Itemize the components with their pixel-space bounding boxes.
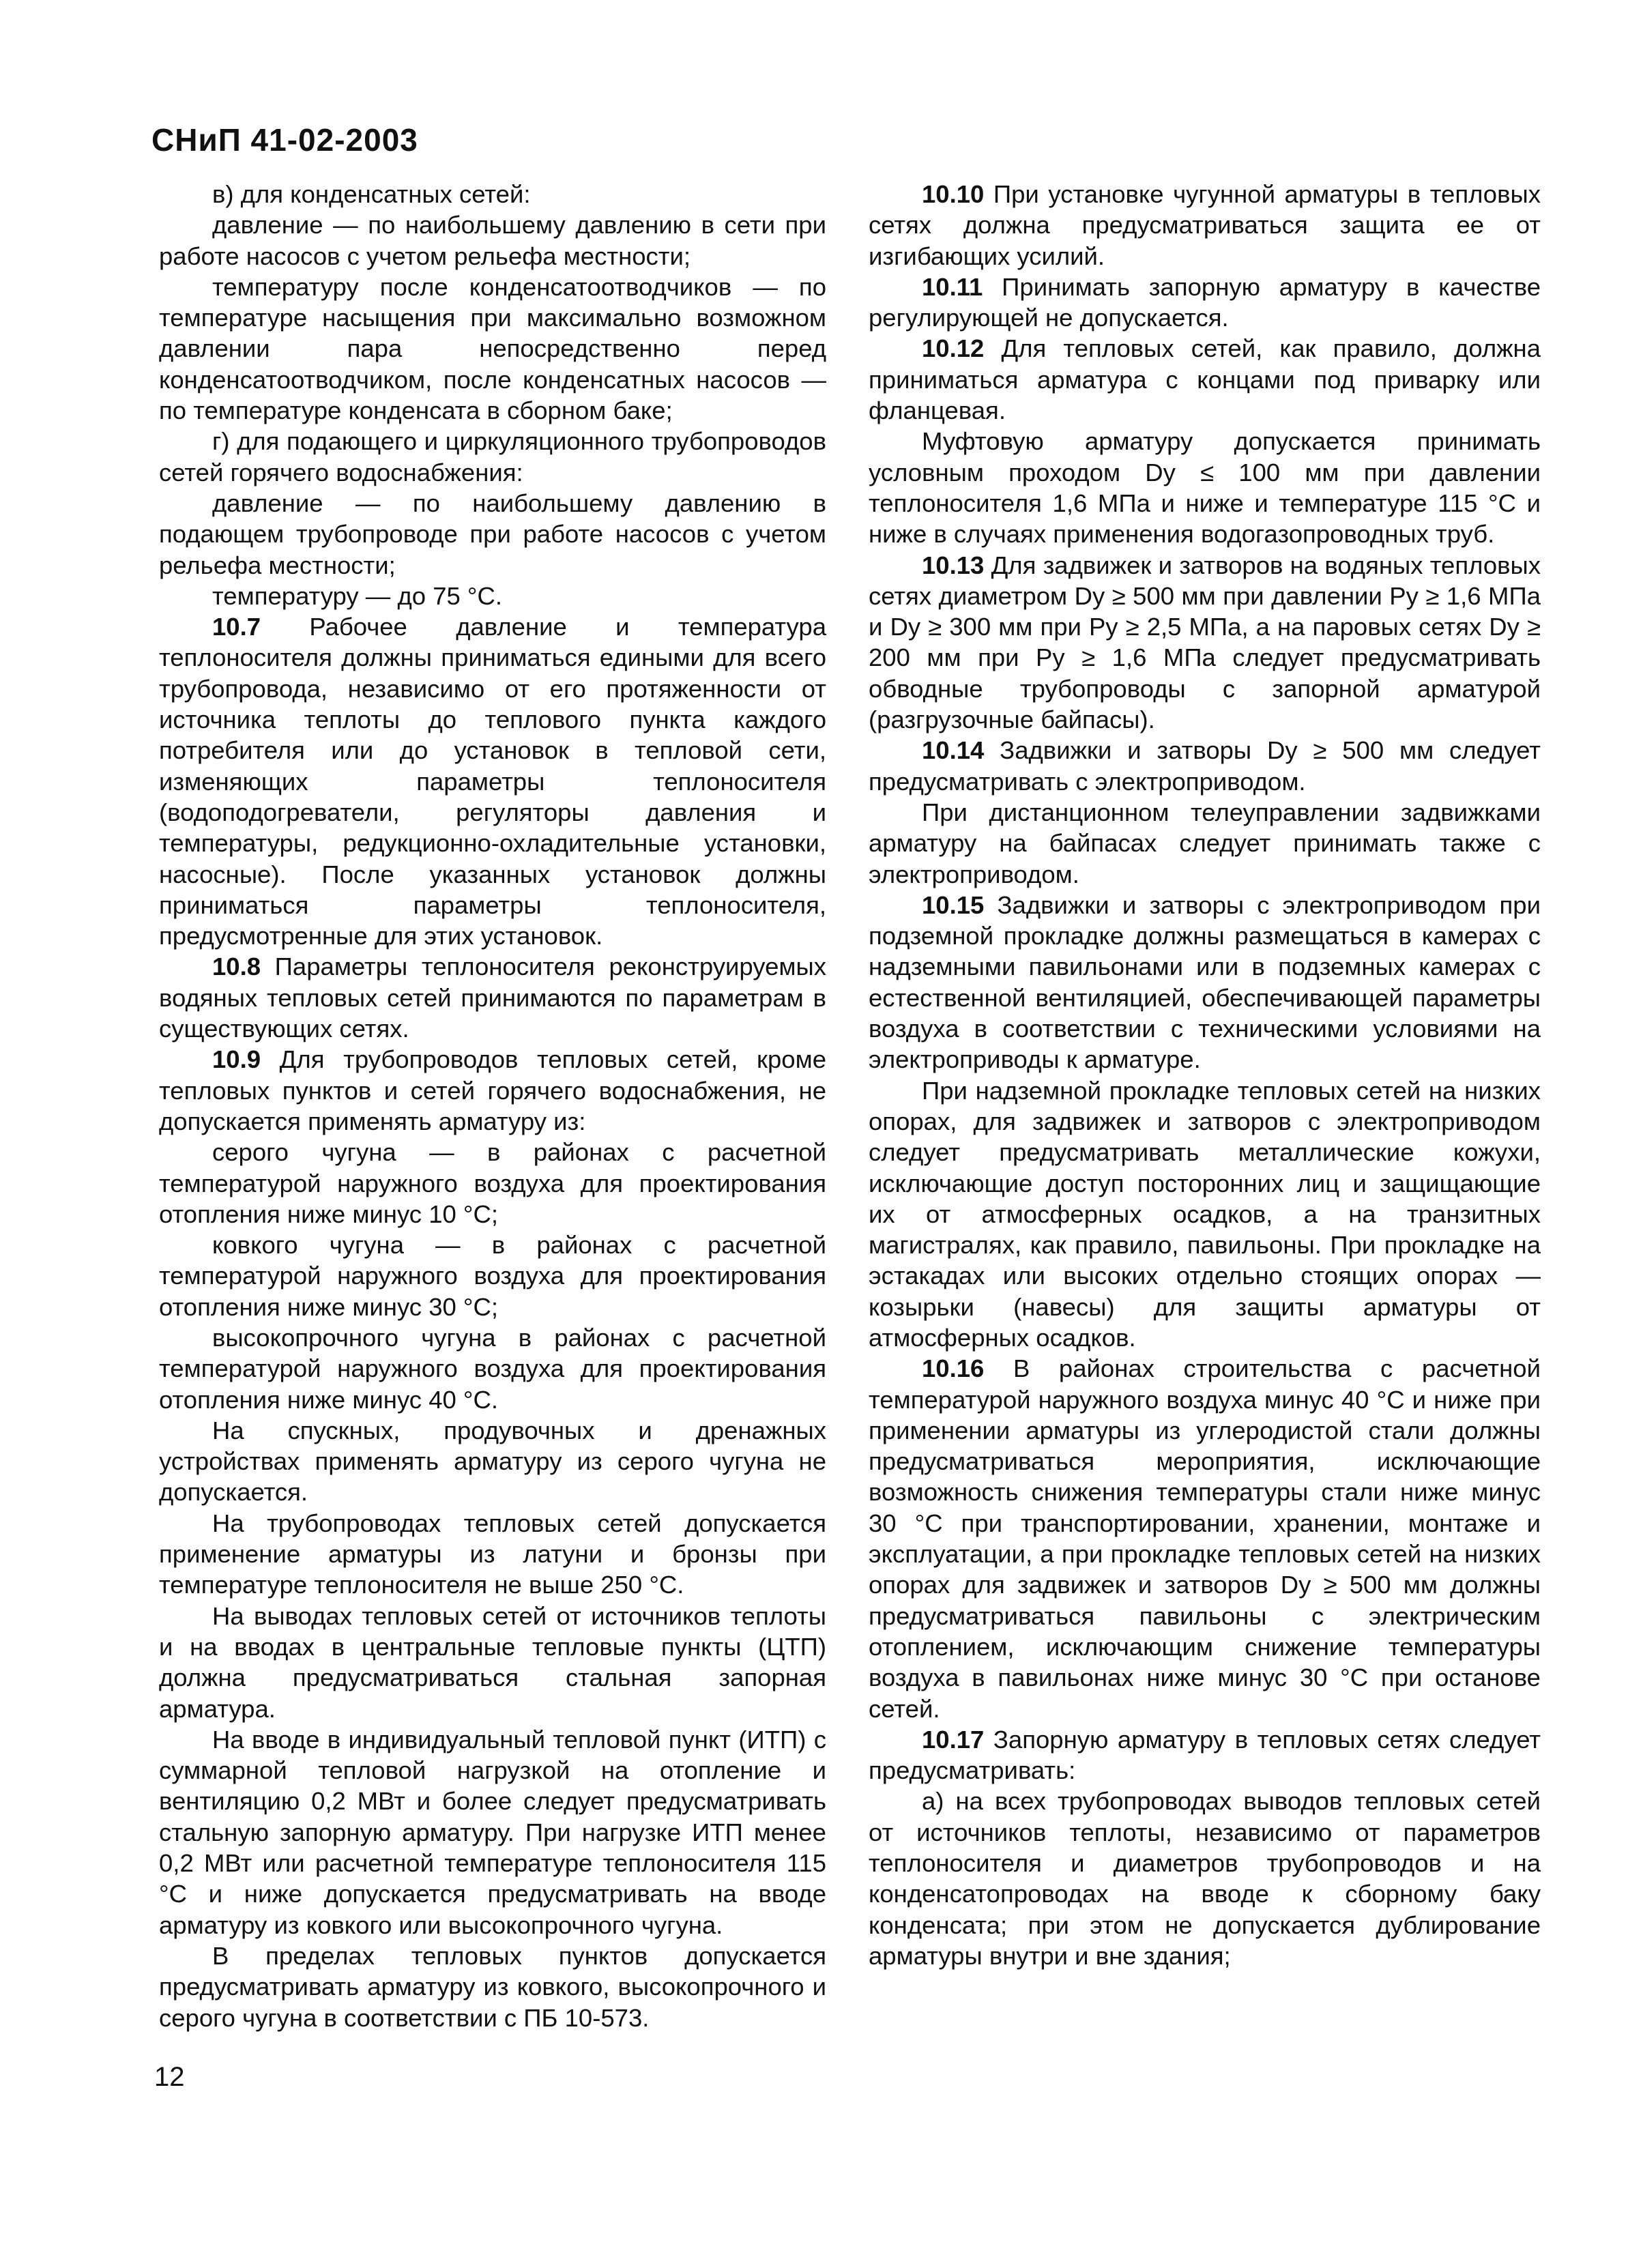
paragraph (869, 1724, 1541, 1786)
paragraph (869, 179, 1541, 272)
paragraph-text: температуру — до 75 °С. (212, 581, 503, 610)
clause-number: 10.10 (922, 180, 985, 208)
paragraph-text: Для трубопроводов тепловых сетей, кроме тепловых пунктов и сетей горячего водоснабжения, не допускается применять арматуру из: (159, 1045, 826, 1135)
clause-number: 10.8 (212, 953, 261, 981)
paragraph-text: высокопрочного чугуна в районах с расчетной температурой наружного воздуха для проектирования отопления ниже минус 40 °С. (159, 1323, 826, 1414)
paragraph-text: Параметры теплоносителя реконструируемых водяных тепловых сетей принимаются по параметрам в существующих сетях. (159, 953, 826, 1043)
paragraph-text: давление — по наибольшему давлению в сети при работе насосов с учетом рельефа местности; (159, 211, 826, 270)
paragraph-text: На выводах тепловых сетей от источников теплоты и на вводах в центральные тепловые пункты (ЦТП) должна предусматриваться стальная запорная арматура. (159, 1601, 826, 1723)
paragraph (159, 1601, 826, 1724)
paragraph (159, 426, 826, 488)
paragraph (869, 272, 1541, 334)
paragraph (159, 1415, 826, 1508)
clause-number: 10.9 (212, 1045, 261, 1074)
paragraph-text: В пределах тепловых пунктов допускается предусматривать арматуру из ковкого, высокопрочного и серого чугуна в соответствии с ПБ 10-573. (159, 1941, 826, 2032)
paragraph (869, 1786, 1541, 1971)
paragraph-text: Запорную арматуру в тепловых сетях следует предусматривать: (869, 1725, 1541, 1785)
paragraph (159, 1508, 826, 1601)
paragraph (869, 333, 1541, 426)
paragraph (159, 209, 826, 272)
paragraph-text: г) для подающего и циркуляционного трубопроводов сетей горячего водоснабжения: (159, 427, 826, 486)
paragraph-text: температуру после конденсатоотводчиков — по температуре насыщения при максимально возможном давлении пара непосредственно перед конденсатоотводчиком, после конденсатных насосов — по температуре конденсата в сборном баке; (159, 272, 826, 425)
paragraph-text: При надземной прокладке тепловых сетей на низких опорах, для задвижек и затворов с электроприводом следует предусматривать металлические кожухи, исключающие доступ посторонних лиц и защищающие их от атмосферных осадков, а на транзитных магистралях, как правило, павильоны. При прокладке на эстакадах или высоких отдельно стоящих опорах — козырьки (навесы) для защиты арматуры от атмосферных осадков. (869, 1076, 1541, 1352)
clause-number: 10.12 (922, 334, 985, 363)
paragraph (869, 550, 1541, 736)
paragraph-text: Рабочее давление и температура теплоносителя должны приниматься едиными для всего трубопровода, независимо от его протяженности от источника теплоты до теплового пункта каждого потребителя или до установок в тепловой сети, изменяющих параметры теплоносителя (водоподогреватели, регуляторы давления и температуры, редукционно-охладительные установки, насосные). После указанных установок должны приниматься параметры теплоносителя, предусмотренные для этих установок. (159, 613, 826, 950)
clause-number: 10.11 (922, 272, 983, 301)
paragraph-text: При дистанционном телеуправлении задвижками арматуру на байпасах следует принимать также с электроприводом. (869, 798, 1541, 888)
paragraph (869, 797, 1541, 890)
paragraph-text: а) на всех трубопроводах выводов тепловых сетей от источников теплоты, независимо от параметров теплоносителя и диаметров трубопроводов и на конденсатопроводах на вводе к сборному баку конденсата; при этом не допускается дублирование арматуры внутри и вне здания; (869, 1787, 1541, 1970)
paragraph (869, 1353, 1541, 1724)
paragraph (159, 581, 826, 611)
paragraph (159, 1724, 826, 1940)
paragraph (159, 488, 826, 581)
paragraph-text: В районах строительства с расчетной температурой наружного воздуха минус 40 °С и ниже при применении арматуры из углеродистой стали должны предусматриваться мероприятия, исключающие возможность снижения температуры стали ниже минус 30 °С при транспортировании, хранении, монтаже и эксплуатации, а при прокладке тепловых сетей на низких опорах для задвижек и затворов Dу ≥ 500 мм должны предусматриваться павильоны с электрическим отоплением, исключающим снижение температуры воздуха в павильонах ниже минус 30 °С при останове сетей. (869, 1354, 1541, 1723)
clause-number: 10.13 (922, 551, 985, 579)
paragraph (159, 1230, 826, 1322)
paragraph-text: На трубопроводах тепловых сетей допускается применение арматуры из латуни и бронзы при температуре теплоносителя не выше 250 °С. (159, 1509, 826, 1599)
paragraph (869, 890, 1541, 1075)
paragraph (159, 272, 826, 426)
paragraph-text: Задвижки и затворы Dу ≥ 500 мм следует предусматривать с электроприводом. (869, 736, 1541, 796)
paragraph-text: Задвижки и затворы с электроприводом при подземной прокладке должны размещаться в камерах с надземными павильонами или в подземных камерах с естественной вентиляцией, обеспечивающей параметры воздуха в соответствии с техническими условиями на электроприводы к арматуре. (869, 890, 1541, 1074)
clause-number: 10.7 (212, 613, 261, 641)
paragraph-text: При установке чугунной арматуры в тепловых сетях должна предусматриваться защита ее от изгибающих усилий. (869, 180, 1541, 270)
paragraph (869, 1075, 1541, 1354)
paragraph-text: Принимать запорную арматуру в качестве регулирующей не допускается. (869, 272, 1541, 332)
paragraph-text: Для задвижек и затворов на водяных тепловых сетях диаметром Dу ≥ 500 мм при давлении Pу ≥ 1,6 МПа и Dу ≥ 300 мм при Pу ≥ 2,5 МПа, а на паровых сетях Dу ≥ 200 мм при Pу ≥ 1,6 МПа следует предусматривать обводные трубопроводы с запорной арматурой (разгрузочные байпасы). (869, 551, 1541, 734)
paragraph (159, 951, 826, 1044)
paragraph (869, 426, 1541, 549)
paragraph-text: в) для конденсатных сетей: (212, 180, 531, 208)
paragraph (159, 1137, 826, 1230)
clause-number: 10.15 (922, 890, 985, 919)
clause-number: 10.17 (922, 1725, 985, 1754)
left-text-column (159, 179, 826, 2033)
page-number: 12 (154, 2062, 185, 2092)
paragraph-text: давление — по наибольшему давлению в подающем трубопроводе при работе насосов с учетом рельефа местности; (159, 489, 826, 579)
paragraph (159, 1940, 826, 2033)
paragraph (159, 611, 826, 951)
right-text-column (869, 179, 1541, 1971)
paragraph (159, 1044, 826, 1137)
paragraph (869, 735, 1541, 797)
paragraph-text: На вводе в индивидуальный тепловой пункт (ИТП) с суммарной тепловой нагрузкой на отопление и вентиляцию 0,2 МВт и более следует предусматривать стальную запорную арматуру. При нагрузке ИТП менее 0,2 МВт или расчетной температуре теплоносителя 115 °С и ниже допускается предусматривать на вводе арматуру из ковкого или высокопрочного чугуна. (159, 1725, 826, 1939)
paragraph-text: Для тепловых сетей, как правило, должна приниматься арматура с концами под приварку или фланцевая. (869, 334, 1541, 425)
paragraph-text: серого чугуна — в районах с расчетной температурой наружного воздуха для проектирования отопления ниже минус 10 °С; (159, 1138, 826, 1228)
document-code-header: СНиП 41-02-2003 (151, 122, 418, 158)
clause-number: 10.14 (922, 736, 985, 765)
paragraph-text: На спускных, продувочных и дренажных устройствах применять арматуру из серого чугуна не допускается. (159, 1416, 826, 1507)
paragraph-text: ковкого чугуна — в районах с расчетной температурой наружного воздуха для проектирования отопления ниже минус 30 °С; (159, 1231, 826, 1321)
paragraph (159, 1322, 826, 1415)
paragraph-text: Муфтовую арматуру допускается принимать условным проходом Dу ≤ 100 мм при давлении теплоносителя 1,6 МПа и ниже и температуре 115 °С и ниже в случаях применения водогазопроводных труб. (869, 427, 1541, 549)
clause-number: 10.16 (922, 1354, 985, 1383)
paragraph (159, 179, 826, 209)
